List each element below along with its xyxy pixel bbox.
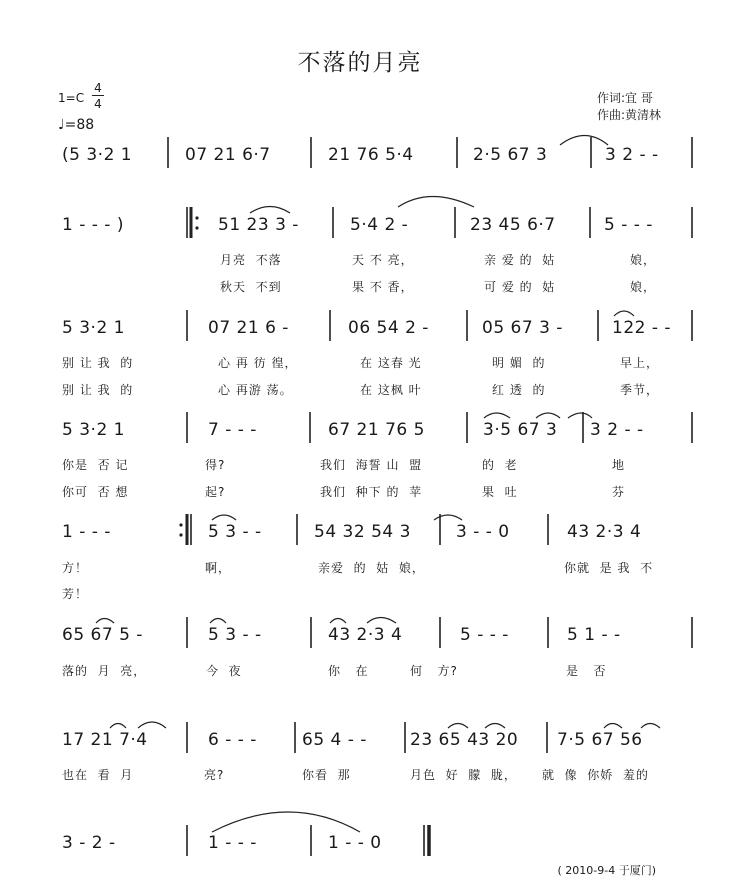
- lyric-line-2: 果 不 香，: [352, 280, 414, 294]
- measure: 1 - - - ): [62, 215, 124, 235]
- lyric-line-1: 心 再 彷 徨，: [218, 356, 298, 370]
- measure: 06 54 2 -: [348, 318, 429, 338]
- measure: 07 21 6·7: [185, 145, 271, 165]
- lyric-line-1: 何 方?: [410, 664, 458, 678]
- measure: 3 - 2 -: [62, 833, 116, 853]
- song-title: 不落的月亮: [297, 50, 423, 76]
- measure: 1 - - 0: [328, 833, 382, 853]
- measure: 23 65 43 20: [410, 730, 519, 750]
- lyric-line-1: 亮?: [204, 768, 225, 782]
- slur: [448, 724, 468, 729]
- lyric-line-2: 果 吐: [482, 485, 518, 499]
- time-signature-top: 4: [94, 81, 102, 95]
- measure: 3 2 - -: [605, 145, 659, 165]
- slur: [212, 812, 360, 832]
- lyric-line-2: 起?: [205, 485, 226, 499]
- lyric-line-1: 月亮 不落: [220, 253, 282, 267]
- slur: [485, 724, 505, 729]
- slur: [210, 619, 226, 624]
- lyric-line-1: 月色 好 朦 胧，: [410, 768, 517, 782]
- measure: 5 3·2 1: [62, 318, 125, 338]
- lyric-line-1: 在 这春 光: [360, 356, 422, 370]
- lyric-line-1: 方！: [62, 561, 89, 575]
- measure: 5·4 2 -: [350, 215, 409, 235]
- lyric-line-1: 亲 爱 的 姑: [484, 253, 556, 267]
- lyric-line-1: 亲爱 的 姑 娘，: [318, 561, 425, 575]
- lyricist-credit: 作词:宜 哥: [597, 91, 653, 105]
- lyric-line-2: 娘，: [630, 280, 657, 294]
- lyric-line-1: 早上，: [620, 356, 660, 370]
- lyric-line-2: 心 再游 荡。: [218, 383, 293, 397]
- slur: [250, 207, 290, 214]
- lyric-line-1: 你是 否 记: [62, 458, 129, 472]
- lyric-line-2: 季节，: [620, 383, 660, 397]
- slur: [484, 413, 510, 418]
- measure: (5 3·2 1: [62, 145, 133, 165]
- lyric-line-1: 落的 月 亮，: [62, 664, 147, 678]
- slur: [614, 311, 634, 316]
- measure: 5 3 - -: [208, 625, 262, 645]
- slur: [536, 413, 560, 418]
- slur: [604, 724, 622, 729]
- measure: 3·5 67 3: [483, 420, 558, 440]
- slur: [330, 619, 346, 624]
- tempo-marking: ♩=88: [58, 117, 95, 133]
- lyric-line-2: 红 透 的: [492, 383, 546, 397]
- measure: 65 67 5 -: [62, 625, 143, 645]
- lyric-line-1: 今 夜: [206, 664, 242, 678]
- lyric-line-2: 在 这枫 叶: [360, 383, 422, 397]
- lyric-line-2: 别 让 我 的: [62, 383, 134, 397]
- measure: 21 76 5·4: [328, 145, 414, 165]
- measure: 3 - - 0: [456, 522, 510, 542]
- lyric-line-1: 得?: [205, 458, 226, 472]
- date-location-note: ( 2010-9-4 于厦门): [557, 864, 656, 877]
- lyric-line-1: 你就 是 我 不: [564, 561, 654, 575]
- measure: 1 - - -: [208, 833, 257, 853]
- slur: [96, 619, 114, 624]
- slur: [110, 724, 126, 729]
- measure: 1 - - -: [62, 522, 111, 542]
- slur: [212, 515, 236, 520]
- slur: [398, 197, 474, 208]
- measure: 5 3 - -: [208, 522, 262, 542]
- slur: [560, 136, 608, 146]
- composer-credit: 作曲:黄清林: [597, 108, 662, 122]
- lyric-line-1: 你 在: [328, 664, 369, 678]
- lyric-line-1: 啊，: [205, 561, 232, 575]
- measure: 122 - -: [612, 318, 672, 338]
- measure: 7 - - -: [208, 420, 257, 440]
- lyric-line-1: 明 媚 的: [492, 356, 546, 370]
- measure: 43 2·3 4: [328, 625, 403, 645]
- measure: 67 21 76 5: [328, 420, 425, 440]
- lyric-line-1: 就 像 你娇 羞的: [542, 768, 649, 782]
- measure: 17 21 7·4: [62, 730, 148, 750]
- measure: 5 1 - -: [567, 625, 621, 645]
- lyric-line-1: 也在 看 月: [62, 768, 134, 782]
- measure: 07 21 6 -: [208, 318, 289, 338]
- lyric-line-2: 你可 否 想: [62, 485, 129, 499]
- measure: 23 45 6·7: [470, 215, 556, 235]
- measure: 5 3·2 1: [62, 420, 125, 440]
- slur: [568, 413, 592, 418]
- lyric-line-2: 芳！: [62, 587, 89, 601]
- lyric-line-2: 我们 种下 的 苹: [320, 485, 423, 499]
- repeat-dot: [179, 523, 182, 526]
- measure: 51 23 3 -: [218, 215, 299, 235]
- lyric-line-1: 地: [612, 458, 626, 472]
- measure: 3 2 - -: [590, 420, 644, 440]
- lyric-line-1: 别 让 我 的: [62, 356, 134, 370]
- measure: 43 2·3 4: [567, 522, 642, 542]
- repeat-dot: [195, 226, 198, 229]
- lyric-line-1: 天 不 亮，: [352, 253, 414, 267]
- measure: 6 - - -: [208, 730, 257, 750]
- measure: 2·5 67 3: [473, 145, 548, 165]
- measure: 7·5 67 56: [557, 730, 643, 750]
- lyric-line-2: 芬: [612, 485, 626, 499]
- lyric-line-2: 秋天 不到: [220, 280, 282, 294]
- slur: [434, 515, 462, 520]
- lyric-line-1: 你看 那: [302, 768, 351, 782]
- measure: 54 32 54 3: [314, 522, 411, 542]
- slur: [367, 618, 396, 624]
- time-signature-bottom: 4: [94, 97, 102, 111]
- lyric-line-1: 娘，: [630, 253, 657, 267]
- repeat-dot: [195, 216, 198, 219]
- lyric-line-1: 的 老: [482, 458, 518, 472]
- repeat-dot: [179, 533, 182, 536]
- measure: 5 - - -: [604, 215, 653, 235]
- measure: 65 4 - -: [302, 730, 367, 750]
- slur: [641, 724, 660, 729]
- lyric-line-2: 可 爱 的 姑: [484, 280, 556, 294]
- measure: 05 67 3 -: [482, 318, 563, 338]
- lyric-line-1: 是 否: [566, 664, 607, 678]
- slur: [138, 722, 166, 728]
- measure: 5 - - -: [460, 625, 509, 645]
- key-signature: 1=C: [58, 91, 85, 105]
- lyric-line-1: 我们 海誓 山 盟: [320, 458, 423, 472]
